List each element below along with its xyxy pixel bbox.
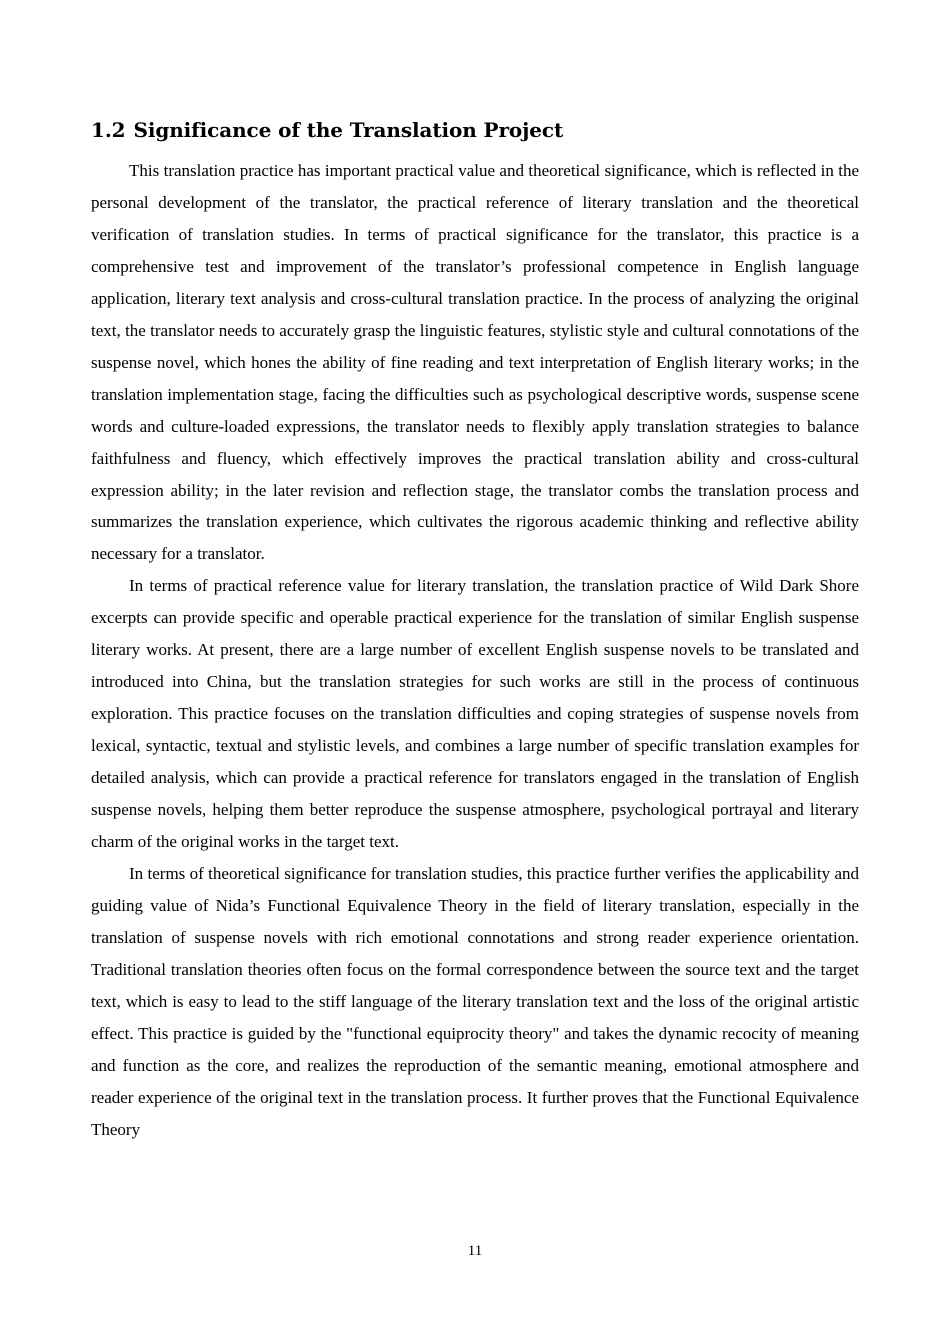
body-text	[91, 155, 859, 1146]
paragraph-practical-reference: In terms of practical reference value for literary translation, the translation practice of Wild Dark Shore excerpts can provide specific and operable practical experience for the translation of similar English suspense literary works. At present, there are a large number of excellent English suspense novels to be translated and introduced into China, but the translation strategies for such works are still in the process of continuous exploration. This practice focuses on the translation difficulties and coping strategies of suspense novels from lexical, syntactic, textual and stylistic levels, and combines a large number of specific translation examples for detailed analysis, which can provide a practical reference for translators engaged in the translation of English suspense novels, helping them better reproduce the suspense atmosphere, psychological portrayal and literary charm of the original works in the target text.	[91, 576, 859, 852]
section-number: 1.2	[91, 118, 126, 142]
section-title: Significance of the Translation Project	[133, 118, 564, 142]
section-heading	[91, 116, 563, 144]
paragraph-theoretical-significance: In terms of theoretical significance for translation studies, this practice further verifies the applicability and guiding value of Nida’s Functional Equivalence Theory in the field of literary translation, especially in the translation of suspense novels with rich emotional connotations and strong reader experience orientation. Traditional translation theories often focus on the formal correspondence between the source text and the target text, which is easy to lead to the stiff language of the literary translation text and the loss of the original artistic effect. This practice is guided by the "functional equiprocity theory" and takes the dynamic recocity of meaning and function as the core, and realizes the reproduction of the semantic meaning, emotional atmosphere and reader experience of the original text in the translation process. It further proves that the Functional Equivalence Theory	[91, 863, 859, 1139]
paragraph-translator-significance: This translation practice has important practical value and theoretical significance, which is reflected in the personal development of the translator, the practical reference of literary translation and the theoretical verification of translation studies. In terms of practical significance for the translator, this practice is a comprehensive test and improvement of the translator’s professional competence in English language application, literary text analysis and cross-cultural translation practice. In the process of analyzing the original text, the translator needs to accurately grasp the linguistic features, stylistic style and cultural connotations of the suspense novel, which hones the ability of fine reading and text interpretation of English literary works; in the translation implementation stage, facing the difficulties such as psychological descriptive words, suspense scene words and culture-loaded expressions, the translator needs to flexibly apply translation strategies to balance faithfulness and fluency, which effectively improves the practical translation ability and cross-cultural expression ability; in the later revision and reflection stage, the translator combs the translation process and summarizes the translation experience, which cultivates the rigorous academic thinking and reflective ability necessary for a translator.	[91, 161, 859, 564]
page-number: 11	[467, 1243, 483, 1259]
